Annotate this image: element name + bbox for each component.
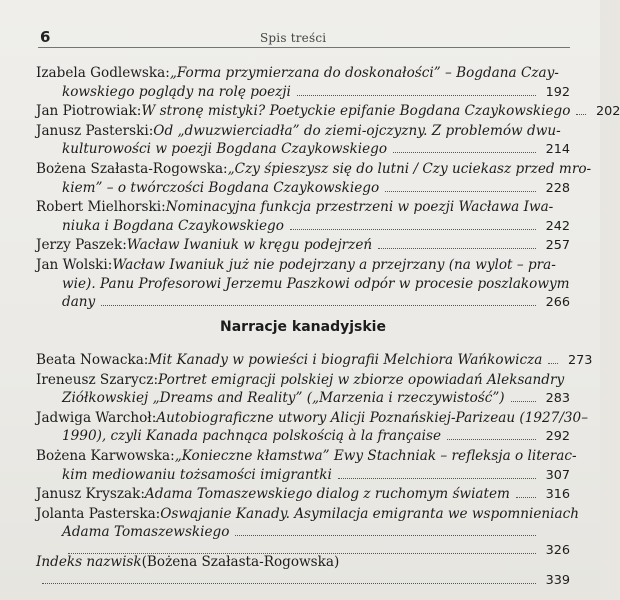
entry-title: wie). Panu Profesorowi Jerzemu Paszkowi odpór w procesie poszlakowym	[62, 275, 570, 292]
header-rule	[38, 47, 570, 48]
entry-title: Nominacyjna funkcja przestrzeni w poezji Wacława Iwa-	[165, 199, 554, 216]
toc-line	[36, 217, 570, 237]
page-header	[0, 18, 600, 48]
toc-line	[36, 389, 570, 409]
index-title: Indeks nazwisk	[36, 554, 142, 570]
dot-leader	[42, 583, 536, 584]
entry-author: Jolanta Pasterska:	[36, 505, 161, 522]
entry-title: Ziółkowskiej „Dreams and Reality” („Marzenia i rzeczywistość”)	[62, 390, 505, 407]
toc-line	[36, 160, 592, 179]
dot-leader	[101, 305, 536, 306]
toc-line	[36, 485, 570, 505]
page-ref: 292	[545, 429, 570, 445]
entry-author: Beata Nowacka:	[36, 352, 149, 368]
entry-title: kowskiego poglądy na rolę poezji	[62, 83, 291, 100]
entry-author: Jerzy Paszek:	[36, 237, 127, 254]
dot-leader	[447, 439, 536, 440]
entry-author: Janusz Kryszak:	[36, 486, 145, 503]
page-ref: 214	[545, 142, 570, 158]
toc-line	[36, 102, 620, 122]
section-heading-wrap	[36, 318, 570, 337]
toc-line	[36, 198, 570, 217]
entry-author: Bożena Karwowska:	[36, 447, 175, 464]
dot-leader	[576, 114, 586, 115]
dot-leader	[378, 248, 536, 249]
entry-author: Bożena Szałasta-Rogowska:	[36, 160, 228, 177]
toc-line	[36, 505, 579, 524]
entry-title: Wacław Iwaniuk w kręgu podejrzeń	[126, 237, 373, 254]
entry-author: Jan Wolski:	[36, 256, 113, 273]
dot-leader	[511, 401, 536, 402]
page-ref: 266	[545, 295, 570, 311]
page-ref: 273	[567, 353, 593, 368]
toc-entry	[36, 102, 620, 122]
page-ref: 339	[545, 572, 570, 588]
page-ref: 316	[545, 487, 570, 503]
entry-title: Oswajanie Kanady. Asymilacja emigranta we wspomnieniach	[160, 505, 579, 522]
entry-author: Jadwiga Warchoł:	[36, 409, 157, 426]
page-ref: 228	[545, 180, 570, 196]
toc-line	[36, 409, 588, 428]
toc-line	[36, 523, 570, 542]
toc-entry	[36, 371, 570, 409]
dot-leader	[297, 95, 536, 96]
entry-title: kulturowości w poezji Bogdana Czaykowskiego	[62, 141, 388, 158]
toc-line	[36, 447, 577, 466]
index-entry	[36, 553, 570, 590]
toc-line	[36, 236, 570, 256]
toc-entry	[36, 351, 593, 371]
toc-line	[36, 179, 570, 199]
entry-title: Adama Tomaszewskiego dialog z ruchomym światem	[144, 486, 510, 503]
toc-line	[36, 140, 570, 160]
entry-title: 1990), czyli Kanada pachnąca polskością à la française	[62, 428, 441, 445]
toc-entry	[36, 256, 570, 313]
entry-title: „Czy śpieszysz się do lutni / Czy uciekasz przed mro-	[227, 160, 592, 177]
toc-entry	[36, 447, 577, 485]
toc-entry	[36, 485, 570, 505]
entry-title: Od „dwuzwierciadła” do ziemi-ojczyzny. Z problemów dwu-	[153, 122, 561, 139]
page-ref: 242	[545, 218, 570, 234]
toc-entry	[36, 409, 588, 447]
dot-leader	[385, 191, 536, 192]
toc-entry	[36, 64, 570, 102]
toc-entry	[36, 198, 570, 236]
running-head: Spis treści	[260, 31, 327, 45]
toc-line	[36, 275, 570, 294]
entry-title: dany	[62, 294, 96, 311]
toc-line	[36, 371, 570, 390]
toc-entry	[36, 122, 570, 160]
entry-author: Janusz Pasterski:	[36, 122, 154, 139]
toc-line	[36, 83, 570, 103]
dot-leader	[393, 152, 536, 153]
entry-title: Portret emigracji polskiej w zbiorze opowiadań Aleksandry	[158, 371, 565, 388]
page-ref: 257	[545, 238, 570, 254]
page-number: 6	[40, 28, 51, 46]
toc-line	[36, 64, 570, 83]
page-ref: 283	[545, 391, 570, 407]
toc-line	[36, 293, 570, 313]
page-ref: 307	[545, 467, 570, 483]
index-author: (Bożena Szałasta-Rogowska)	[141, 554, 340, 570]
toc-line	[36, 553, 570, 572]
entry-title: Adama Tomaszewskiego	[62, 524, 230, 541]
entry-title: W stronę mistyki? Poetyckie epifanie Bogdana Czaykowskiego	[141, 103, 571, 120]
toc-line	[36, 122, 570, 141]
entry-title: kim mediowaniu tożsamości imigrantki	[62, 466, 332, 483]
toc-line	[36, 427, 570, 447]
dot-leader	[235, 535, 536, 536]
entry-author: Robert Mielhorski:	[36, 199, 166, 216]
entry-title: Autobiograficzne utwory Alicji Poznańskiej-Parizeau (1927/30–	[156, 409, 588, 426]
entry-author: Jan Piotrowiak:	[36, 103, 142, 120]
toc-block-2	[36, 351, 593, 561]
entry-title: Mit Kanady w powieści i biografii Melchiora Wańkowicza	[148, 352, 543, 368]
dot-leader	[516, 497, 536, 498]
entry-title: „Forma przymierzana do doskonałości” – Bogdana Czay-	[169, 65, 559, 81]
entry-author: Ireneusz Szarycz:	[36, 371, 159, 388]
entry-author: Izabela Godlewska:	[36, 65, 170, 81]
entry-title: „Konieczne kłamstwa” Ewy Stachniak – refleksja o literac-	[174, 447, 577, 464]
dot-leader	[548, 363, 558, 364]
page-ref: 192	[545, 84, 570, 100]
page-ref: 326	[545, 542, 570, 558]
toc-entry	[36, 236, 570, 256]
entry-title: niuka i Bogdana Czaykowskiego	[62, 217, 284, 234]
entry-title: kiem” – o twórczości Bogdana Czaykowskiego	[62, 179, 380, 196]
dot-leader	[290, 229, 536, 230]
toc-entry	[36, 160, 592, 198]
toc-line	[36, 466, 570, 486]
dot-leader	[338, 478, 536, 479]
toc-block-1	[36, 64, 620, 313]
entry-title: Wacław Iwaniuk już nie podejrzany a przejrzany (na wylot – pra-	[112, 256, 556, 273]
page-ref: 202	[596, 104, 620, 120]
section-heading: Narracje kanadyjskie	[220, 319, 386, 335]
toc-line	[36, 351, 593, 371]
toc-line	[36, 572, 570, 591]
toc-line	[36, 256, 570, 275]
